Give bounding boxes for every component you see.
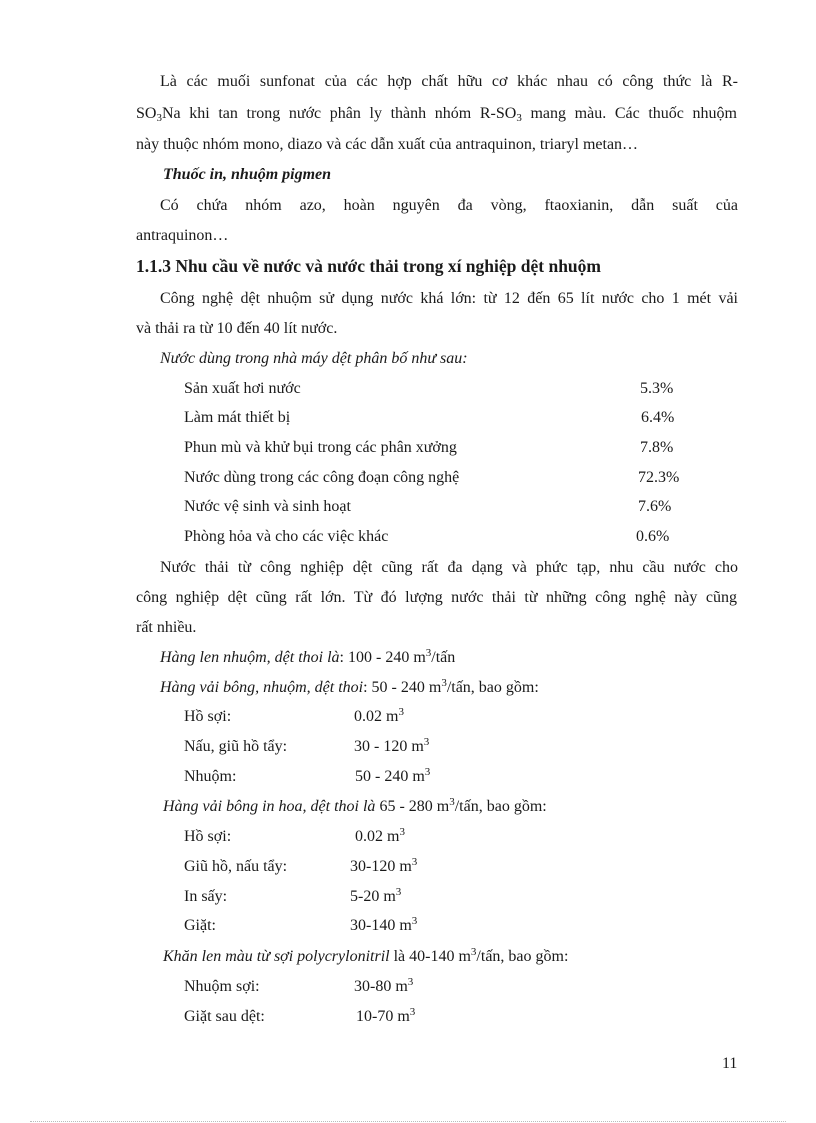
usage-label: Phòng hỏa và cho các việc khác xyxy=(184,528,389,545)
cotton-line: Hàng vải bông, nhuộm, dệt thoi: 50 - 240 $m^3$/tấn, bao gồm: xyxy=(160,677,539,696)
para1-line1: Là các muối sunfonat của các hợp chất hữu cơ khác nhau có công thức là R- xyxy=(160,73,738,90)
cotton-item-label: Nhuộm: xyxy=(184,768,237,785)
towel-item-value: 10-70 $m^3$ xyxy=(356,1006,416,1025)
para3-line1: Công nghệ dệt nhuộm sử dụng nước khá lớn: từ 12 đến 65 lít nước cho 1 mét vải xyxy=(160,290,738,307)
usage-label: Nước vệ sinh và sinh hoạt xyxy=(184,498,351,515)
usage-value: 6.4% xyxy=(641,409,675,426)
printed-item-value: 30-120 $m^3$ xyxy=(350,856,418,875)
printed-line: Hàng vải bông in hoa, dệt thoi là 65 - 280 $m^3$/tấn, bao gồm: xyxy=(163,796,547,815)
para4-line2: công nghiệp dệt cũng rất lớn. Từ đó lượng nước thải từ những công nghệ này cũng xyxy=(136,589,737,606)
para1-line2: $SO_3Na$ khi tan trong nước phân ly thành nhóm $R-SO_3$ mang màu. Các thuốc nhuộm xyxy=(136,105,737,124)
printed-item-value: 30-140 $m^3$ xyxy=(350,915,418,934)
towel-item-label: Nhuộm sợi: xyxy=(184,978,260,995)
pigment-subtitle: Thuốc in, nhuộm pigmen xyxy=(163,166,332,183)
usage-label: Sản xuất hơi nước xyxy=(184,380,301,397)
para2-line1: Có chứa nhóm azo, hoàn nguyên đa vòng, ftaoxianin, dẫn suất của xyxy=(160,197,738,214)
usage-label: Nước dùng trong các công đoạn công nghệ xyxy=(184,469,460,486)
para3-line2: và thải ra từ 10 đến 40 lít nước. xyxy=(136,320,338,337)
printed-item-value: 0.02 $m^3$ xyxy=(355,826,405,845)
cotton-item-label: Hồ sợi: xyxy=(184,708,232,725)
printed-item-label: In sấy: xyxy=(184,888,228,905)
printed-item-label: Giũ hồ, nấu tẩy: xyxy=(184,858,288,875)
usage-label: Làm mát thiết bị xyxy=(184,409,291,426)
cotton-item-value: 0.02 $m^3$ xyxy=(354,706,404,725)
printed-item-value: 5-20 $m^3$ xyxy=(350,886,402,905)
usage-value: 7.6% xyxy=(638,498,672,515)
usage-value: 72.3% xyxy=(638,469,680,486)
usage-label: Phun mù và khử bụi trong các phân xưởng xyxy=(184,439,457,456)
section-heading: 1.1.3 Nhu cầu về nước và nước thải trong xí nghiệp dệt nhuộm xyxy=(136,256,601,276)
para1-line3: này thuộc nhóm mono, diazo và các dẫn xuất của antraquinon, triaryl metan… xyxy=(136,136,639,153)
cotton-item-label: Nấu, giũ hồ tẩy: xyxy=(184,738,288,755)
usage-value: 5.3% xyxy=(640,380,674,397)
para4-line1: Nước thải từ công nghiệp dệt cũng rất đa dạng và phức tạp, nhu cầu nước cho xyxy=(160,559,738,576)
wool-line: Hàng len nhuộm, dệt thoi là: 100 - 240 $m^3$/tấn xyxy=(160,647,456,666)
page-bottom-rule xyxy=(30,1121,786,1122)
printed-item-label: Giặt: xyxy=(184,917,216,934)
cotton-item-value: 30 - 120 $m^3$ xyxy=(354,736,430,755)
usage-value: 0.6% xyxy=(636,528,670,545)
para4-line3: rất nhiều. xyxy=(136,619,197,636)
page-number: 11 xyxy=(722,1055,738,1072)
printed-item-label: Hồ sợi: xyxy=(184,828,232,845)
usage-value: 7.8% xyxy=(640,439,674,456)
towel-item-value: 30-80 $m^3$ xyxy=(354,976,414,995)
cotton-item-value: 50 - 240 $m^3$ xyxy=(355,766,431,785)
towel-line: Khăn len màu từ sợi polycrylonitril là 40-140 $m^3$/tấn, bao gồm: xyxy=(163,946,569,965)
para2-line2: antraquinon… xyxy=(136,227,229,244)
towel-item-label: Giặt sau dệt: xyxy=(184,1008,265,1025)
usage-intro: Nước dùng trong nhà máy dệt phân bố như sau: xyxy=(160,350,468,367)
